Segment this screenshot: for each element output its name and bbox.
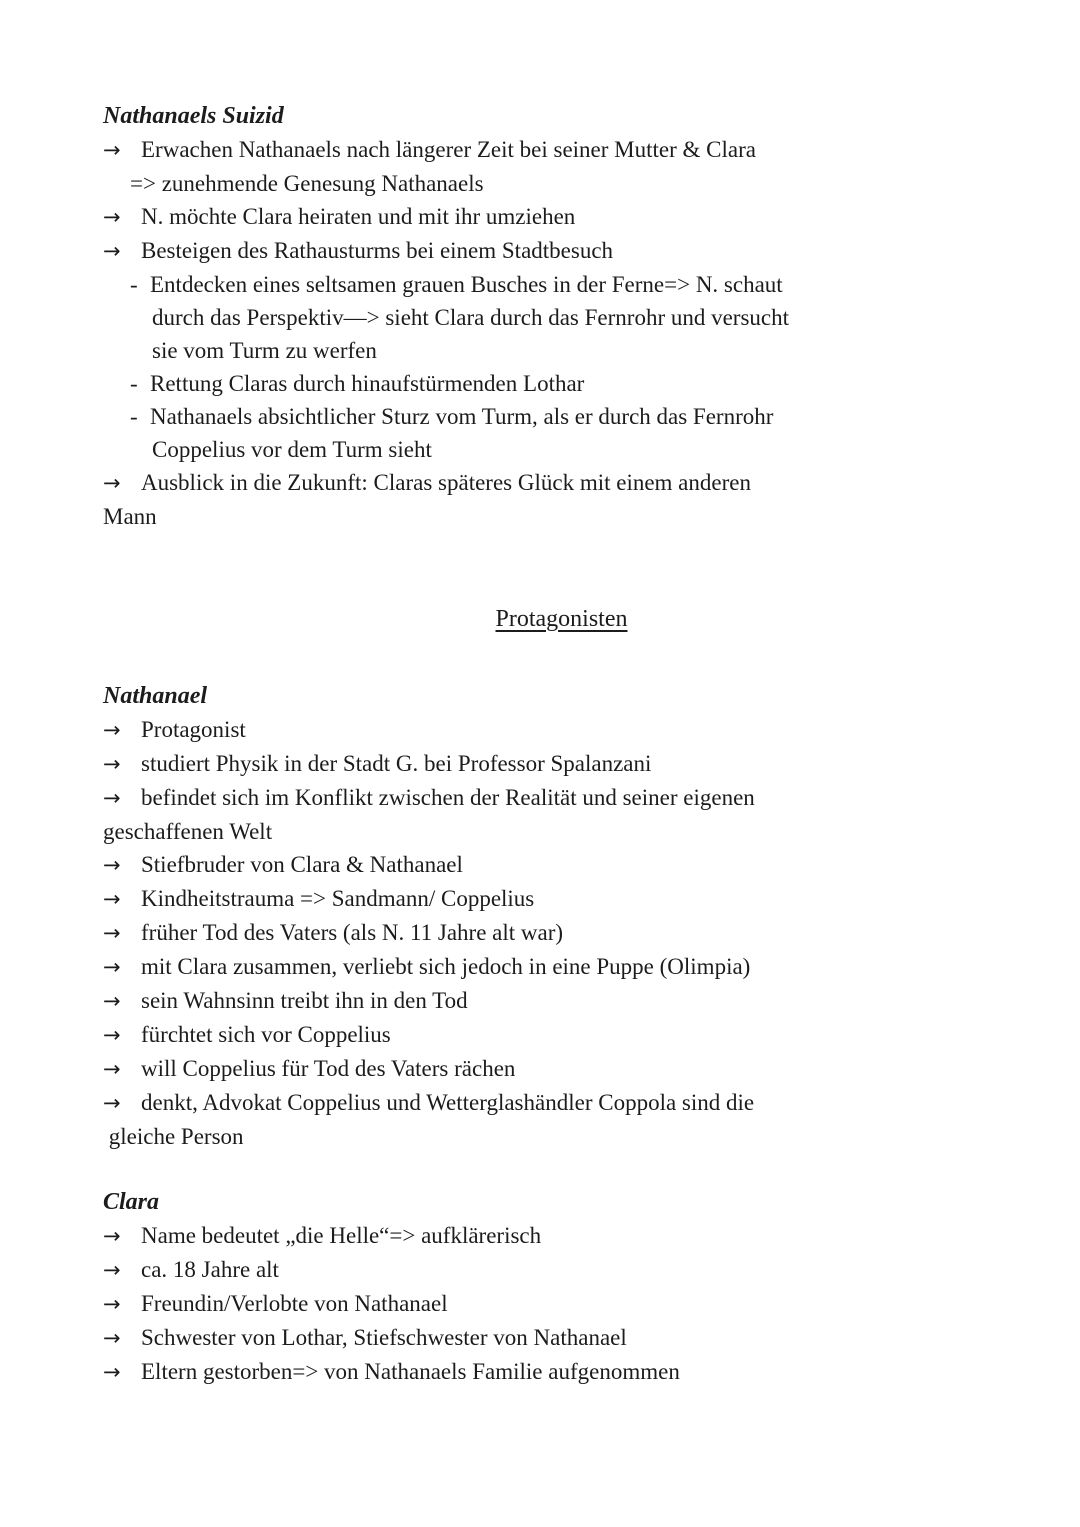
- line-text: fürchtet sich vor Coppelius: [141, 1022, 391, 1047]
- note-line: [103, 916, 1020, 950]
- section-heading: Nathanael: [103, 683, 208, 709]
- note-line: [103, 133, 1020, 167]
- note-line: [103, 367, 1020, 400]
- line-text: Stiefbruder von Clara & Nathanael: [141, 852, 463, 877]
- note-line: [103, 1018, 1020, 1052]
- note-line: [103, 1287, 1020, 1321]
- arrow-marker: →: [103, 1091, 121, 1115]
- dash-marker: -: [130, 371, 138, 396]
- line-text: => zunehmende Genesung Nathanaels: [130, 171, 484, 196]
- arrow-marker: →: [103, 1224, 121, 1248]
- center-heading: [103, 603, 1020, 636]
- line-text: Rettung Claras durch hinaufstürmenden Lothar: [150, 371, 585, 396]
- note-line: [103, 781, 1020, 815]
- center-heading-text: Protagonisten: [495, 606, 628, 632]
- dash-marker: -: [130, 272, 138, 297]
- line-text: Name bedeutet „die Helle“=> aufklärerisch: [141, 1223, 542, 1248]
- line-text: Ausblick in die Zukunft: Claras späteres Glück mit einem anderen: [141, 470, 751, 495]
- arrow-marker: →: [103, 853, 121, 877]
- note-line: [103, 1253, 1020, 1287]
- arrow-marker: →: [103, 1023, 121, 1047]
- arrow-marker: →: [103, 989, 121, 1013]
- line-text: durch das Perspektiv—> sieht Clara durch das Fernrohr und versucht: [152, 305, 790, 330]
- note-line: [103, 1355, 1020, 1389]
- arrow-marker: →: [103, 752, 121, 776]
- arrow-marker: →: [103, 138, 121, 162]
- line-text: Freundin/Verlobte von Nathanael: [141, 1291, 448, 1316]
- note-line: [103, 466, 1020, 500]
- line-text: Protagonist: [141, 717, 246, 742]
- note-line: [103, 950, 1020, 984]
- arrow-marker: →: [103, 205, 121, 229]
- note-line: [103, 984, 1020, 1018]
- note-line: [103, 815, 1020, 848]
- note-line: [103, 234, 1020, 268]
- line-text: Besteigen des Rathausturms bei einem Stadtbesuch: [141, 238, 614, 263]
- note-line: [103, 713, 1020, 747]
- arrow-marker: →: [103, 471, 121, 495]
- line-text: ca. 18 Jahre alt: [141, 1257, 279, 1282]
- arrow-marker: →: [103, 955, 121, 979]
- note-line: [103, 500, 1020, 533]
- dash-marker: -: [130, 404, 138, 429]
- line-text: Coppelius vor dem Turm sieht: [152, 437, 432, 462]
- line-text: denkt, Advokat Coppelius und Wetterglashändler Coppola sind die: [141, 1090, 755, 1115]
- arrow-marker: →: [103, 1360, 121, 1384]
- line-text: früher Tod des Vaters (als N. 11 Jahre alt war): [141, 920, 564, 945]
- note-line: [103, 301, 1020, 334]
- note-line: [103, 1120, 1020, 1153]
- note-line: [103, 400, 1020, 433]
- arrow-marker: →: [103, 786, 121, 810]
- note-line: [103, 1052, 1020, 1086]
- arrow-marker: →: [103, 921, 121, 945]
- line-text: N. möchte Clara heiraten und mit ihr umziehen: [141, 204, 576, 229]
- note-line: [103, 433, 1020, 466]
- section-heading: Nathanaels Suizid: [103, 103, 284, 129]
- line-text: Schwester von Lothar, Stiefschwester von Nathanael: [141, 1325, 627, 1350]
- note-line: [103, 1321, 1020, 1355]
- line-text: geschaffenen Welt: [103, 819, 273, 844]
- note-line: [103, 334, 1020, 367]
- line-text: sie vom Turm zu werfen: [152, 338, 377, 363]
- note-line: [103, 268, 1020, 301]
- arrow-marker: →: [103, 1258, 121, 1282]
- note-line: [103, 1219, 1020, 1253]
- line-text: Erwachen Nathanaels nach längerer Zeit bei seiner Mutter & Clara: [141, 137, 756, 162]
- line-text: mit Clara zusammen, verliebt sich jedoch in eine Puppe (Olimpia): [141, 954, 751, 979]
- line-text: Entdecken eines seltsamen grauen Busches in der Ferne=> N. schaut: [150, 272, 783, 297]
- line-text: Nathanaels absichtlicher Sturz vom Turm, als er durch das Fernrohr: [150, 404, 774, 429]
- note-line: [103, 882, 1020, 916]
- note-line: [103, 848, 1020, 882]
- line-text: befindet sich im Konflikt zwischen der Realität und seiner eigenen: [141, 785, 755, 810]
- arrow-marker: →: [103, 887, 121, 911]
- note-line: [103, 200, 1020, 234]
- arrow-marker: →: [103, 1057, 121, 1081]
- arrow-marker: →: [103, 1326, 121, 1350]
- line-text: studiert Physik in der Stadt G. bei Professor Spalanzani: [141, 751, 652, 776]
- section-heading: Clara: [103, 1189, 160, 1215]
- line-text: will Coppelius für Tod des Vaters rächen: [141, 1056, 516, 1081]
- line-text: Mann: [103, 504, 157, 529]
- note-line: [103, 167, 1020, 200]
- note-line: [103, 1086, 1020, 1120]
- line-text: gleiche Person: [103, 1124, 244, 1149]
- arrow-marker: →: [103, 718, 121, 742]
- arrow-marker: →: [103, 239, 121, 263]
- line-text: Eltern gestorben=> von Nathanaels Familie aufgenommen: [141, 1359, 680, 1384]
- note-line: [103, 747, 1020, 781]
- line-text: sein Wahnsinn treibt ihn in den Tod: [141, 988, 468, 1013]
- line-text: Kindheitstrauma => Sandmann/ Coppelius: [141, 886, 535, 911]
- arrow-marker: →: [103, 1292, 121, 1316]
